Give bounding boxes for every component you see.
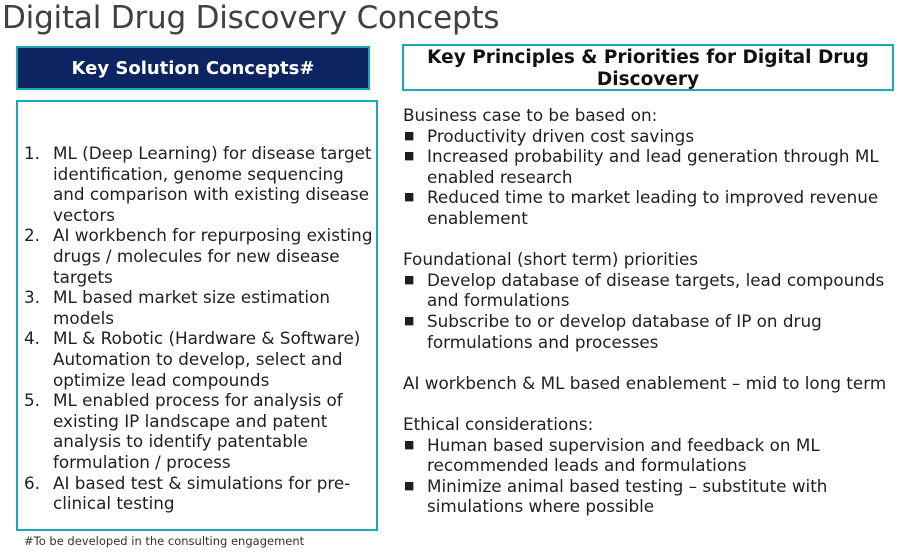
section-heading: AI workbench & ML based enablement – mid to long term (403, 372, 887, 393)
bullet-list (403, 270, 903, 352)
list-item (24, 143, 374, 225)
list-item-text: ML (Deep Learning) for disease target identification, genome sequencing and comparison with existing disease vectors (53, 143, 372, 225)
section-business-case (403, 105, 903, 229)
list-item-text: ML based market size estimation models (53, 287, 330, 328)
list-item-number: 2. (24, 225, 41, 246)
bullet-text: Minimize animal based testing – substitute with simulations where possible (427, 475, 828, 517)
section-foundational-priorities (403, 249, 903, 352)
list-item-number: 4. (24, 328, 41, 349)
square-bullet-icon: ■ (404, 478, 415, 492)
list-item-number: 1. (24, 143, 41, 163)
solution-concepts-list (24, 143, 374, 514)
page-title: Digital Drug Discovery Concepts (2, 0, 500, 36)
list-item-text: AI based test & simulations for pre-clinical testing (53, 472, 351, 514)
list-item (24, 473, 374, 514)
key-principles-header (402, 44, 894, 91)
section-ethical-considerations (403, 414, 903, 517)
list-item-text: AI workbench for repurposing existing drugs / molecules for new disease targets (53, 225, 373, 287)
list-item-number: 6. (24, 472, 41, 493)
list-item (24, 225, 374, 287)
bullet-item (403, 187, 903, 228)
list-item (24, 328, 374, 390)
bullet-text: Develop database of disease targets, lead compounds and formulations (427, 269, 885, 311)
list-item (24, 390, 374, 472)
bullet-text: Productivity driven cost savings (427, 125, 695, 146)
bullet-item (403, 311, 903, 352)
section-heading: Foundational (short term) priorities (403, 249, 699, 270)
bullet-list (403, 126, 903, 229)
section-heading: Ethical considerations: (403, 413, 594, 434)
list-item-number: 5. (24, 390, 41, 411)
section-heading: Business case to be based on: (403, 105, 658, 125)
bullet-text: Human based supervision and feedback on ML recommended leads and formulations (427, 434, 820, 476)
list-item (24, 287, 374, 328)
bullet-text: Reduced time to market leading to improved revenue enablement (427, 187, 879, 228)
bullet-item (403, 270, 903, 311)
bullet-item (403, 435, 903, 476)
bullet-item (403, 146, 903, 187)
square-bullet-icon: ■ (404, 128, 415, 142)
bullet-text: Subscribe to or develop database of IP on drug formulations and processes (427, 310, 822, 352)
square-bullet-icon: ■ (404, 272, 415, 286)
square-bullet-icon: ■ (404, 190, 415, 204)
list-item-number: 3. (24, 287, 41, 308)
bullet-item (403, 476, 903, 517)
footnote: #To be developed in the consulting engagement (24, 534, 305, 548)
square-bullet-icon: ■ (404, 437, 415, 451)
square-bullet-icon: ■ (404, 313, 415, 327)
key-solution-concepts-header (16, 46, 370, 90)
key-principles-header-label: Key Principles & Priorities for Digital Drug Discovery (427, 47, 869, 90)
bullet-text: Increased probability and lead generation through ML enabled research (427, 146, 879, 187)
section-ai-workbench (403, 373, 903, 394)
bullet-item (403, 126, 903, 147)
square-bullet-icon: ■ (404, 149, 415, 163)
bullet-list (403, 435, 903, 517)
principles-panel (403, 105, 903, 537)
list-item-text: ML & Robotic (Hardware & Software) Automation to develop, select and optimize lead compounds (53, 328, 361, 390)
list-item-text: ML enabled process for analysis of existing IP landscape and patent analysis to identify patentable formulation / process (53, 390, 343, 472)
key-solution-concepts-header-label: Key Solution Concepts# (71, 57, 315, 79)
